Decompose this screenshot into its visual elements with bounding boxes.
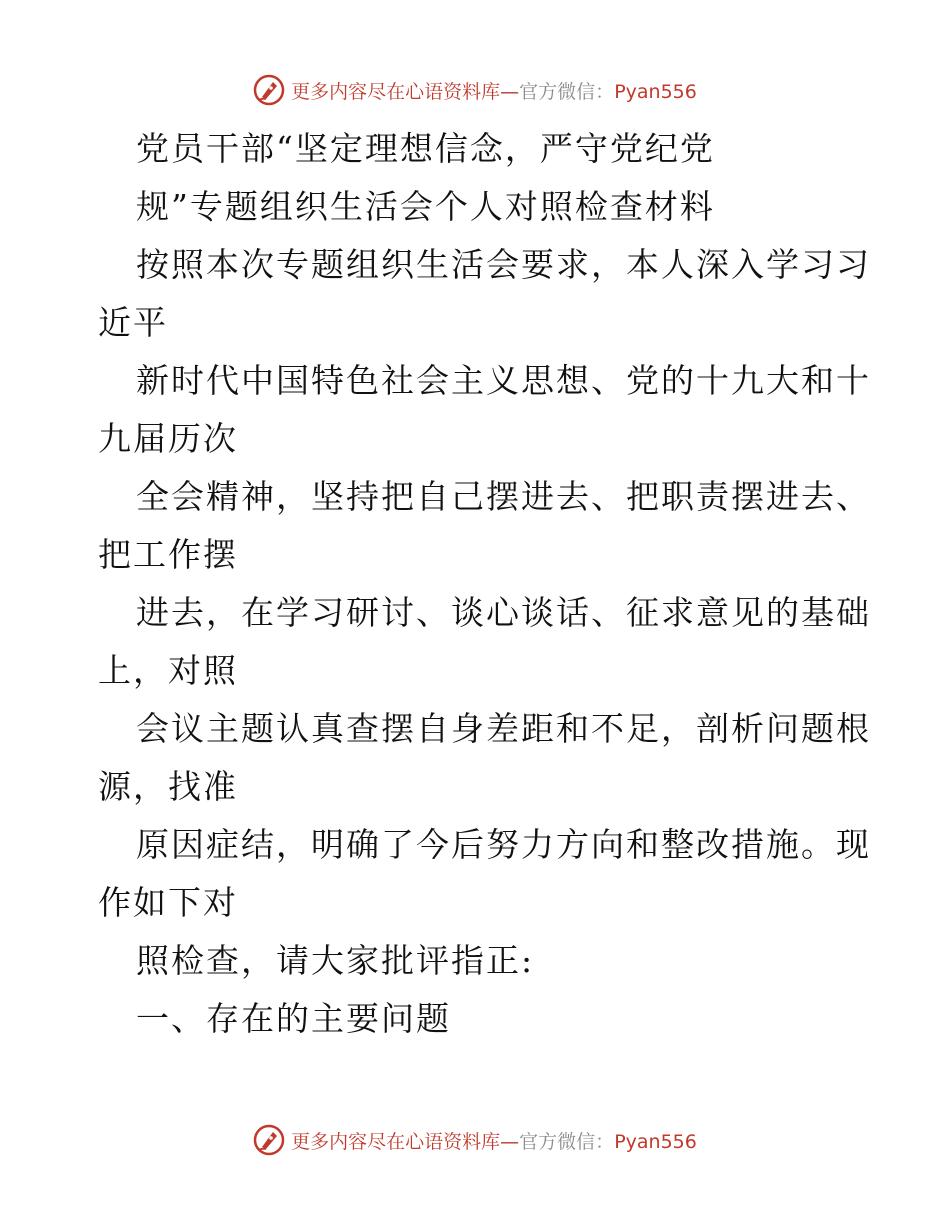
banner-dash: — — [500, 1130, 520, 1153]
text-line: 进去，在学习研讨、谈心谈话、征求意见的基础 — [136, 593, 871, 632]
text-line: 按照本次专题组织生活会要求，本人深入学习习 — [136, 245, 871, 284]
text-line: 党员干部“坚定理想信念，严守党纪党 — [136, 129, 715, 168]
banner-main-text: 更多内容尽在心语资料库 — [291, 80, 501, 103]
banner-text — [291, 77, 697, 104]
text-line: 源，找准 — [98, 767, 238, 806]
pen-nib-icon — [253, 74, 285, 106]
banner-wechat-id: Pyan556 — [614, 80, 697, 103]
text-line: 上，对照 — [98, 651, 238, 690]
banner-wechat-label: 官方微信： — [519, 80, 615, 103]
text-line: 会议主题认真查摆自身差距和不足，剖析问题根 — [136, 709, 871, 748]
banner-wechat-id: Pyan556 — [614, 1130, 697, 1153]
document-body — [98, 120, 871, 1048]
pen-nib-icon — [253, 1124, 285, 1156]
banner-text — [291, 1127, 697, 1154]
text-line: 近平 — [98, 303, 168, 342]
banner-wechat-label: 官方微信： — [519, 1130, 615, 1153]
text-line: 作如下对 — [98, 883, 238, 922]
header-banner — [0, 70, 950, 110]
text-line: 原因症结，明确了今后努力方向和整改措施。现 — [136, 825, 871, 864]
text-line: 规”专题组织生活会个人对照检查材料 — [136, 187, 715, 226]
text-line: 新时代中国特色社会主义思想、党的十九大和十 — [136, 361, 871, 400]
footer-banner — [0, 1120, 950, 1160]
text-line: 一、存在的主要问题 — [136, 999, 451, 1038]
banner-dash: — — [500, 80, 520, 103]
text-line: 照检查，请大家批评指正: — [136, 941, 535, 980]
banner-main-text: 更多内容尽在心语资料库 — [291, 1130, 501, 1153]
text-line: 九届历次 — [98, 419, 238, 458]
text-line: 全会精神，坚持把自己摆进去、把职责摆进去、 — [136, 477, 871, 516]
text-line: 把工作摆 — [98, 535, 238, 574]
